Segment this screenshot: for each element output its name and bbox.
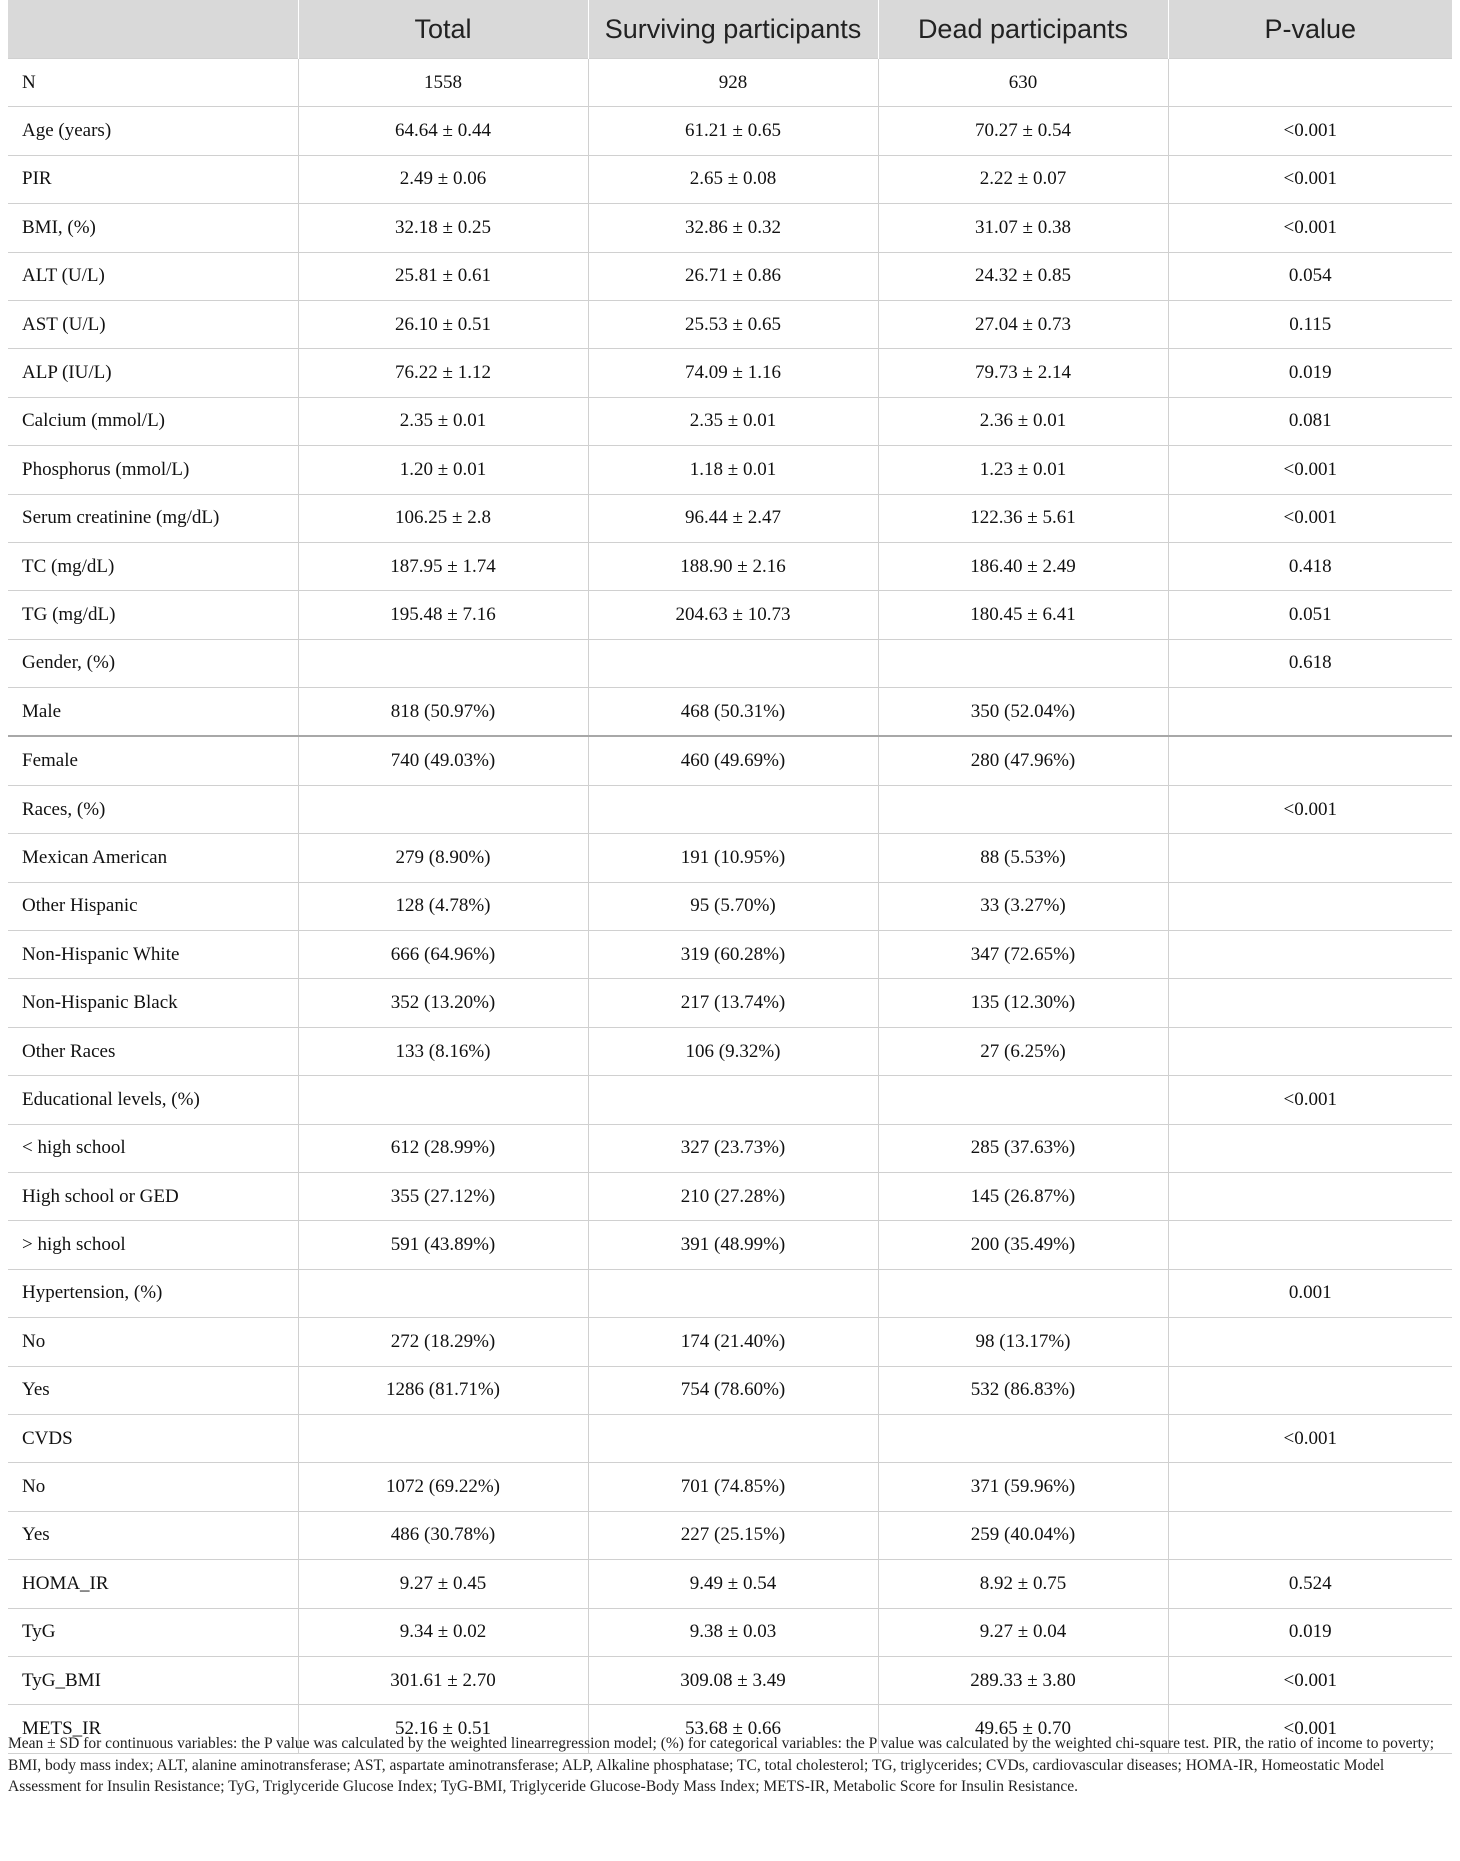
cell-variable: Hypertension, (%) [8, 1269, 298, 1317]
cell-variable: HOMA_IR [8, 1560, 298, 1608]
cell-dead: 350 (52.04%) [878, 688, 1168, 737]
cell-p-value [1168, 979, 1452, 1027]
cell-p-value: <0.001 [1168, 155, 1452, 203]
cell-variable: Mexican American [8, 834, 298, 882]
cell-variable: Non-Hispanic Black [8, 979, 298, 1027]
cell-dead: 8.92 ± 0.75 [878, 1560, 1168, 1608]
cell-total: 1558 [298, 59, 588, 107]
cell-variable: CVDS [8, 1414, 298, 1462]
cell-total [298, 1414, 588, 1462]
cell-dead: 371 (59.96%) [878, 1463, 1168, 1511]
cell-variable: Calcium (mmol/L) [8, 397, 298, 445]
cell-surviving [588, 1414, 878, 1462]
cell-total: 32.18 ± 0.25 [298, 204, 588, 252]
cell-p-value: <0.001 [1168, 1656, 1452, 1704]
cell-surviving: 191 (10.95%) [588, 834, 878, 882]
baseline-characteristics-table-container [8, 0, 1452, 1754]
cell-total [298, 639, 588, 687]
cell-p-value [1168, 834, 1452, 882]
cell-p-value: 0.524 [1168, 1560, 1452, 1608]
cell-variable: Gender, (%) [8, 639, 298, 687]
cell-p-value: 0.019 [1168, 349, 1452, 397]
header-dead: Dead participants [878, 0, 1168, 59]
cell-surviving: 106 (9.32%) [588, 1027, 878, 1075]
cell-surviving: 53.68 ± 0.66 [588, 1705, 878, 1753]
table-row [8, 1076, 1452, 1124]
cell-dead: 2.36 ± 0.01 [878, 397, 1168, 445]
cell-p-value: <0.001 [1168, 204, 1452, 252]
cell-p-value: 0.418 [1168, 542, 1452, 590]
table-row [8, 1511, 1452, 1559]
cell-total: 187.95 ± 1.74 [298, 542, 588, 590]
cell-surviving: 2.65 ± 0.08 [588, 155, 878, 203]
cell-p-value: 0.081 [1168, 397, 1452, 445]
table-row [8, 1027, 1452, 1075]
cell-variable: < high school [8, 1124, 298, 1172]
cell-p-value: 0.054 [1168, 252, 1452, 300]
cell-variable: PIR [8, 155, 298, 203]
cell-dead: 347 (72.65%) [878, 931, 1168, 979]
table-row [8, 1124, 1452, 1172]
cell-p-value [1168, 1463, 1452, 1511]
header-p-value: P-value [1168, 0, 1452, 59]
table-row [8, 882, 1452, 930]
cell-surviving: 204.63 ± 10.73 [588, 591, 878, 639]
cell-surviving: 754 (78.60%) [588, 1366, 878, 1414]
cell-dead: 1.23 ± 0.01 [878, 446, 1168, 494]
cell-variable: Age (years) [8, 107, 298, 155]
cell-variable: BMI, (%) [8, 204, 298, 252]
cell-p-value: 0.051 [1168, 591, 1452, 639]
cell-dead: 27.04 ± 0.73 [878, 300, 1168, 348]
table-row [8, 639, 1452, 687]
cell-dead [878, 1414, 1168, 1462]
cell-total: 352 (13.20%) [298, 979, 588, 1027]
cell-variable: METS_IR [8, 1705, 298, 1753]
cell-total: 486 (30.78%) [298, 1511, 588, 1559]
table-footnote: Mean ± SD for continuous variables: the P value was calculated by the weighted linearregression model; (%) for categorical variables: the P value was calculated by the weighted chi-square test. PIR, the ratio of income to poverty; BMI, body mass index; ALT, alanine aminotransferase; AST, aspartate aminotransferase; ALP, Alkaline phosphatase; TC, total cholesterol; TG, triglycerides; CVDs, cardiovascular diseases; HOMA-IR, Homeostatic Model Assessment for Insulin Resistance; TyG, Triglyceride Glucose Index; TyG-BMI, Triglyceride Glucose-Body Mass Index; METS-IR, Metabolic Score for Insulin Resistance. [8, 1735, 1435, 1795]
cell-variable: Serum creatinine (mg/dL) [8, 494, 298, 542]
header-surviving: Surviving participants [588, 0, 878, 59]
cell-total [298, 785, 588, 833]
cell-total: 279 (8.90%) [298, 834, 588, 882]
cell-dead: 24.32 ± 0.85 [878, 252, 1168, 300]
cell-total: 9.34 ± 0.02 [298, 1608, 588, 1656]
cell-p-value [1168, 1027, 1452, 1075]
cell-variable: ALP (IU/L) [8, 349, 298, 397]
cell-dead: 70.27 ± 0.54 [878, 107, 1168, 155]
table-row [8, 1608, 1452, 1656]
cell-total: 355 (27.12%) [298, 1172, 588, 1220]
cell-total: 9.27 ± 0.45 [298, 1560, 588, 1608]
cell-total: 1072 (69.22%) [298, 1463, 588, 1511]
table-row [8, 494, 1452, 542]
cell-total: 301.61 ± 2.70 [298, 1656, 588, 1704]
table-row [8, 1463, 1452, 1511]
table-row [8, 300, 1452, 348]
cell-total: 128 (4.78%) [298, 882, 588, 930]
cell-p-value [1168, 1172, 1452, 1220]
cell-surviving: 25.53 ± 0.65 [588, 300, 878, 348]
cell-total: 818 (50.97%) [298, 688, 588, 737]
table-row [8, 107, 1452, 155]
cell-total: 1.20 ± 0.01 [298, 446, 588, 494]
cell-dead: 289.33 ± 3.80 [878, 1656, 1168, 1704]
table-body [8, 59, 1452, 1754]
table-row [8, 349, 1452, 397]
cell-variable: ALT (U/L) [8, 252, 298, 300]
table-row [8, 1414, 1452, 1462]
cell-p-value: <0.001 [1168, 1414, 1452, 1462]
cell-dead: 630 [878, 59, 1168, 107]
cell-total [298, 1269, 588, 1317]
cell-total: 195.48 ± 7.16 [298, 591, 588, 639]
cell-dead: 2.22 ± 0.07 [878, 155, 1168, 203]
cell-variable: Races, (%) [8, 785, 298, 833]
baseline-characteristics-table [8, 0, 1452, 1754]
cell-surviving: 188.90 ± 2.16 [588, 542, 878, 590]
cell-surviving: 1.18 ± 0.01 [588, 446, 878, 494]
cell-p-value: <0.001 [1168, 785, 1452, 833]
cell-p-value [1168, 59, 1452, 107]
cell-total: 2.35 ± 0.01 [298, 397, 588, 445]
cell-surviving: 210 (27.28%) [588, 1172, 878, 1220]
cell-dead: 49.65 ± 0.70 [878, 1705, 1168, 1753]
cell-variable: Female [8, 736, 298, 785]
cell-p-value: <0.001 [1168, 494, 1452, 542]
table-row [8, 252, 1452, 300]
cell-total: 2.49 ± 0.06 [298, 155, 588, 203]
cell-dead: 285 (37.63%) [878, 1124, 1168, 1172]
cell-dead: 135 (12.30%) [878, 979, 1168, 1027]
cell-surviving: 309.08 ± 3.49 [588, 1656, 878, 1704]
table-row [8, 1269, 1452, 1317]
cell-variable: No [8, 1318, 298, 1366]
cell-surviving: 2.35 ± 0.01 [588, 397, 878, 445]
cell-variable: TC (mg/dL) [8, 542, 298, 590]
cell-dead: 259 (40.04%) [878, 1511, 1168, 1559]
cell-p-value [1168, 736, 1452, 785]
cell-p-value: 0.618 [1168, 639, 1452, 687]
cell-surviving: 928 [588, 59, 878, 107]
cell-p-value [1168, 1366, 1452, 1414]
cell-total: 666 (64.96%) [298, 931, 588, 979]
cell-surviving: 9.49 ± 0.54 [588, 1560, 878, 1608]
cell-p-value: <0.001 [1168, 107, 1452, 155]
cell-p-value [1168, 1124, 1452, 1172]
cell-total: 64.64 ± 0.44 [298, 107, 588, 155]
cell-dead: 180.45 ± 6.41 [878, 591, 1168, 639]
cell-total: 106.25 ± 2.8 [298, 494, 588, 542]
cell-p-value [1168, 1318, 1452, 1366]
cell-variable: Non-Hispanic White [8, 931, 298, 979]
cell-p-value: 0.001 [1168, 1269, 1452, 1317]
cell-variable: Male [8, 688, 298, 737]
table-row [8, 1656, 1452, 1704]
cell-dead: 33 (3.27%) [878, 882, 1168, 930]
cell-surviving: 96.44 ± 2.47 [588, 494, 878, 542]
cell-total: 612 (28.99%) [298, 1124, 588, 1172]
cell-variable: TG (mg/dL) [8, 591, 298, 639]
cell-total: 26.10 ± 0.51 [298, 300, 588, 348]
cell-surviving: 460 (49.69%) [588, 736, 878, 785]
header-row [8, 0, 1452, 59]
table-row [8, 1560, 1452, 1608]
cell-p-value [1168, 1511, 1452, 1559]
cell-p-value: <0.001 [1168, 446, 1452, 494]
cell-dead [878, 1269, 1168, 1317]
table-row [8, 979, 1452, 1027]
cell-surviving: 227 (25.15%) [588, 1511, 878, 1559]
cell-total: 25.81 ± 0.61 [298, 252, 588, 300]
cell-surviving: 701 (74.85%) [588, 1463, 878, 1511]
cell-surviving: 61.21 ± 0.65 [588, 107, 878, 155]
cell-variable: > high school [8, 1221, 298, 1269]
cell-p-value [1168, 882, 1452, 930]
table-row [8, 591, 1452, 639]
table-row [8, 542, 1452, 590]
cell-dead: 200 (35.49%) [878, 1221, 1168, 1269]
cell-surviving: 217 (13.74%) [588, 979, 878, 1027]
cell-surviving: 9.38 ± 0.03 [588, 1608, 878, 1656]
cell-p-value [1168, 1221, 1452, 1269]
table-row [8, 446, 1452, 494]
table-row [8, 397, 1452, 445]
cell-p-value [1168, 688, 1452, 737]
cell-variable: Yes [8, 1366, 298, 1414]
cell-p-value: 0.019 [1168, 1608, 1452, 1656]
cell-surviving [588, 1269, 878, 1317]
cell-variable: Other Hispanic [8, 882, 298, 930]
cell-surviving: 95 (5.70%) [588, 882, 878, 930]
cell-dead: 79.73 ± 2.14 [878, 349, 1168, 397]
cell-surviving: 468 (50.31%) [588, 688, 878, 737]
cell-surviving: 319 (60.28%) [588, 931, 878, 979]
cell-surviving [588, 1076, 878, 1124]
cell-surviving: 327 (23.73%) [588, 1124, 878, 1172]
cell-total: 52.16 ± 0.51 [298, 1705, 588, 1753]
table-row [8, 1172, 1452, 1220]
cell-variable: No [8, 1463, 298, 1511]
cell-total: 1286 (81.71%) [298, 1366, 588, 1414]
cell-variable: TyG [8, 1608, 298, 1656]
table-row [8, 155, 1452, 203]
table-row [8, 204, 1452, 252]
cell-dead: 280 (47.96%) [878, 736, 1168, 785]
header-variable [8, 0, 298, 59]
cell-total: 76.22 ± 1.12 [298, 349, 588, 397]
table-row [8, 688, 1452, 737]
cell-dead: 98 (13.17%) [878, 1318, 1168, 1366]
table-row [8, 834, 1452, 882]
cell-variable: Other Races [8, 1027, 298, 1075]
cell-dead: 31.07 ± 0.38 [878, 204, 1168, 252]
cell-variable: N [8, 59, 298, 107]
cell-dead [878, 1076, 1168, 1124]
cell-dead: 145 (26.87%) [878, 1172, 1168, 1220]
table-row [8, 59, 1452, 107]
cell-variable: Phosphorus (mmol/L) [8, 446, 298, 494]
cell-total [298, 1076, 588, 1124]
table-row [8, 931, 1452, 979]
cell-p-value [1168, 931, 1452, 979]
cell-surviving: 32.86 ± 0.32 [588, 204, 878, 252]
cell-surviving: 74.09 ± 1.16 [588, 349, 878, 397]
cell-surviving: 26.71 ± 0.86 [588, 252, 878, 300]
table-row [8, 1221, 1452, 1269]
cell-variable: High school or GED [8, 1172, 298, 1220]
table-row [8, 736, 1452, 785]
cell-dead: 532 (86.83%) [878, 1366, 1168, 1414]
cell-surviving [588, 639, 878, 687]
cell-dead [878, 639, 1168, 687]
cell-dead [878, 785, 1168, 833]
cell-p-value: <0.001 [1168, 1705, 1452, 1753]
cell-dead: 186.40 ± 2.49 [878, 542, 1168, 590]
cell-total: 740 (49.03%) [298, 736, 588, 785]
cell-surviving: 391 (48.99%) [588, 1221, 878, 1269]
cell-variable: Educational levels, (%) [8, 1076, 298, 1124]
cell-p-value: 0.115 [1168, 300, 1452, 348]
cell-total: 591 (43.89%) [298, 1221, 588, 1269]
cell-surviving: 174 (21.40%) [588, 1318, 878, 1366]
cell-dead: 122.36 ± 5.61 [878, 494, 1168, 542]
cell-p-value: <0.001 [1168, 1076, 1452, 1124]
cell-dead: 88 (5.53%) [878, 834, 1168, 882]
cell-total: 272 (18.29%) [298, 1318, 588, 1366]
cell-dead: 9.27 ± 0.04 [878, 1608, 1168, 1656]
cell-dead: 27 (6.25%) [878, 1027, 1168, 1075]
cell-variable: AST (U/L) [8, 300, 298, 348]
table-row [8, 1366, 1452, 1414]
table-row [8, 1318, 1452, 1366]
cell-variable: Yes [8, 1511, 298, 1559]
cell-variable: TyG_BMI [8, 1656, 298, 1704]
header-total: Total [298, 0, 588, 59]
cell-total: 133 (8.16%) [298, 1027, 588, 1075]
cell-surviving [588, 785, 878, 833]
table-row [8, 785, 1452, 833]
